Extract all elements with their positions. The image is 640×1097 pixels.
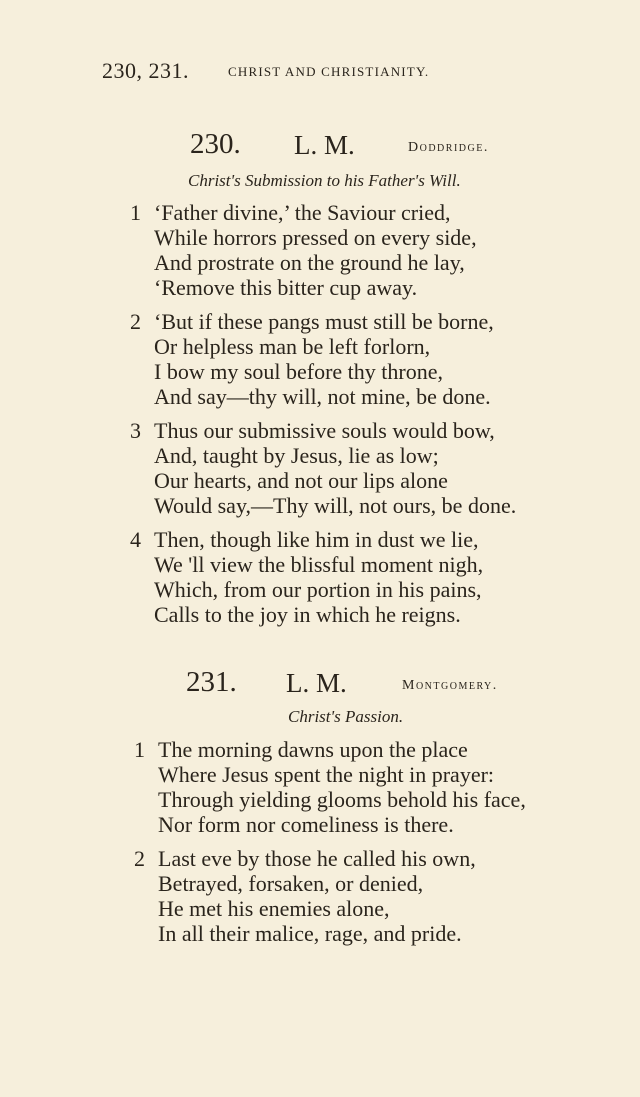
verse-line: In all their malice, rage, and pride. <box>158 921 462 946</box>
stanza-number: 1 <box>134 737 145 762</box>
verse-line: I bow my soul before thy throne, <box>154 359 443 384</box>
hymn-author: Montgomery. <box>402 678 498 693</box>
stanza-number: 2 <box>130 309 141 334</box>
running-head <box>102 58 430 84</box>
hymn-231-heading <box>186 666 498 699</box>
page-numbers: 230, 231. <box>102 58 189 83</box>
verse-line: And, taught by Jesus, lie as low; <box>154 443 439 468</box>
verse-line: The morning dawns upon the place <box>158 737 468 762</box>
hymn-author: Doddridge. <box>408 140 489 155</box>
verse-line: And say—thy will, not mine, be done. <box>154 384 491 409</box>
verse-line: ‘Remove this bitter cup away. <box>154 275 418 300</box>
hymn-230-heading <box>190 128 489 161</box>
running-title: CHRIST AND CHRISTIANITY. <box>228 64 430 79</box>
verse-line: Would say,—Thy will, not ours, be done. <box>154 493 517 518</box>
hymn-number: 231. <box>186 666 237 698</box>
verse-line: Then, though like him in dust we lie, <box>154 527 479 552</box>
stanza-number: 2 <box>134 846 145 871</box>
hymn-231-subtitle: Christ's Passion. <box>288 707 404 726</box>
verse-line: Betrayed, forsaken, or denied, <box>158 871 424 896</box>
verse-line: Calls to the joy in which he reigns. <box>154 602 461 627</box>
verse-line: While horrors pressed on every side, <box>154 225 477 250</box>
verse-line: We 'll view the blissful moment nigh, <box>154 552 484 577</box>
stanza-number: 4 <box>130 527 141 552</box>
hymn-meter: L. M. <box>294 130 355 160</box>
verse-line: Or helpless man be left forlorn, <box>154 334 431 359</box>
verse-line: Last eve by those he called his own, <box>158 846 476 871</box>
verse-line: Thus our submissive souls would bow, <box>154 418 495 443</box>
verse-line: ‘But if these pangs must still be borne, <box>154 309 494 334</box>
verse-line: Where Jesus spent the night in prayer: <box>158 762 495 787</box>
stanza-number: 3 <box>130 418 141 443</box>
hymn-230-subtitle: Christ's Submission to his Father's Will. <box>188 171 461 190</box>
verse-line: Our hearts, and not our lips alone <box>154 468 448 493</box>
verse-line: Through yielding glooms behold his face, <box>158 787 526 812</box>
hymn-meter: L. M. <box>286 668 347 698</box>
verse-line: He met his enemies alone, <box>158 896 390 921</box>
verse-line: And prostrate on the ground he lay, <box>154 250 465 275</box>
hymn-number: 230. <box>190 128 241 160</box>
verse-line: Which, from our portion in his pains, <box>154 577 482 602</box>
stanza-number: 1 <box>130 200 141 225</box>
verse-line: ‘Father divine,’ the Saviour cried, <box>154 200 451 225</box>
verse-line: Nor form nor comeliness is there. <box>158 812 454 837</box>
